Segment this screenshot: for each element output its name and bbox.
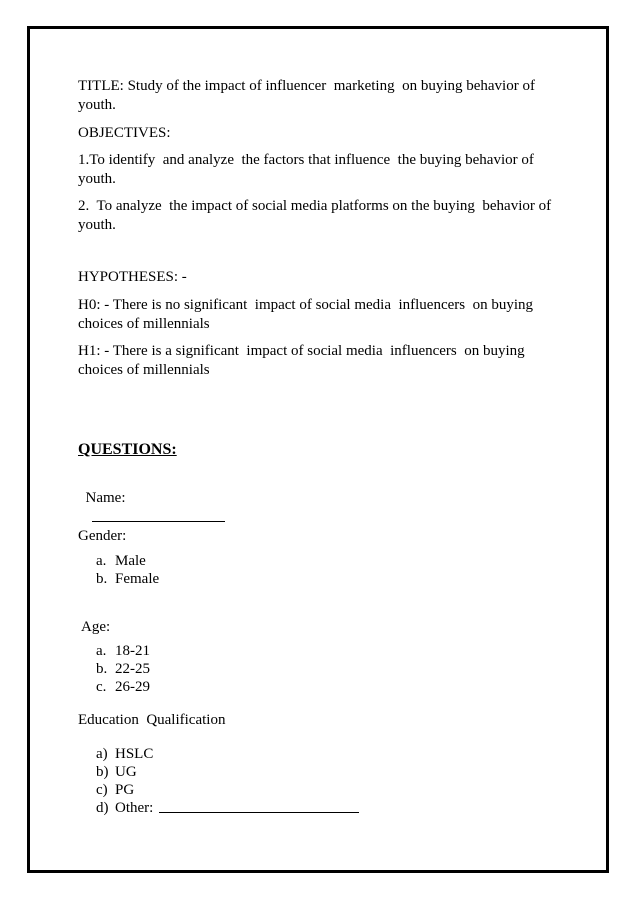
objectives-heading: OBJECTIVES: — [78, 125, 171, 141]
h0-line-1: H0: - There is no significant impact of social media influencers on buying — [78, 297, 534, 313]
h0-line-2: choices of millennials — [78, 316, 210, 332]
name-blank-line[interactable] — [92, 508, 225, 522]
education-options — [96, 745, 359, 817]
gender-label: Gender: — [78, 528, 127, 544]
hypotheses-heading: HYPOTHESES: - — [78, 269, 187, 285]
name-label: Name: — [85, 490, 126, 506]
age-option-26-29[interactable]: c. 26-29 — [96, 679, 150, 695]
gender-options — [96, 552, 159, 588]
age-option-18-21[interactable]: a. 18-21 — [96, 643, 150, 659]
title-line-2: youth. — [78, 97, 116, 113]
objective-1-line-2: youth. — [78, 171, 116, 187]
title-line-1: TITLE: Study of the impact of influencer marketing on buying behavior of — [78, 78, 535, 94]
age-option-22-25[interactable]: b. 22-25 — [96, 661, 150, 677]
age-label: Age: — [81, 619, 111, 635]
age-options — [96, 642, 150, 696]
education-option-hslc[interactable]: a) HSLC — [96, 746, 154, 762]
other-blank-line[interactable] — [159, 799, 359, 813]
h1-line-1: H1: - There is a significant impact of social media influencers on buying — [78, 343, 525, 359]
gender-option-female[interactable]: b. Female — [96, 571, 160, 587]
name-question — [78, 470, 225, 528]
h1-line-2: choices of millennials — [78, 362, 210, 378]
education-option-other[interactable]: d) Other: — [96, 799, 359, 817]
gender-option-male[interactable]: a. Male — [96, 553, 146, 569]
objective-2-line-1: 2. To analyze the impact of social media platforms on the buying behavior of — [78, 198, 552, 214]
objective-2-line-2: youth. — [78, 217, 116, 233]
questions-heading: QUESTIONS: — [78, 441, 177, 458]
education-option-pg[interactable]: c) PG — [96, 782, 135, 798]
objective-1-line-1: 1.To identify and analyze the factors that influence the buying behavior of — [78, 152, 534, 168]
education-option-ug[interactable]: b) UG — [96, 764, 137, 780]
education-label: Education Qualification — [78, 712, 226, 728]
